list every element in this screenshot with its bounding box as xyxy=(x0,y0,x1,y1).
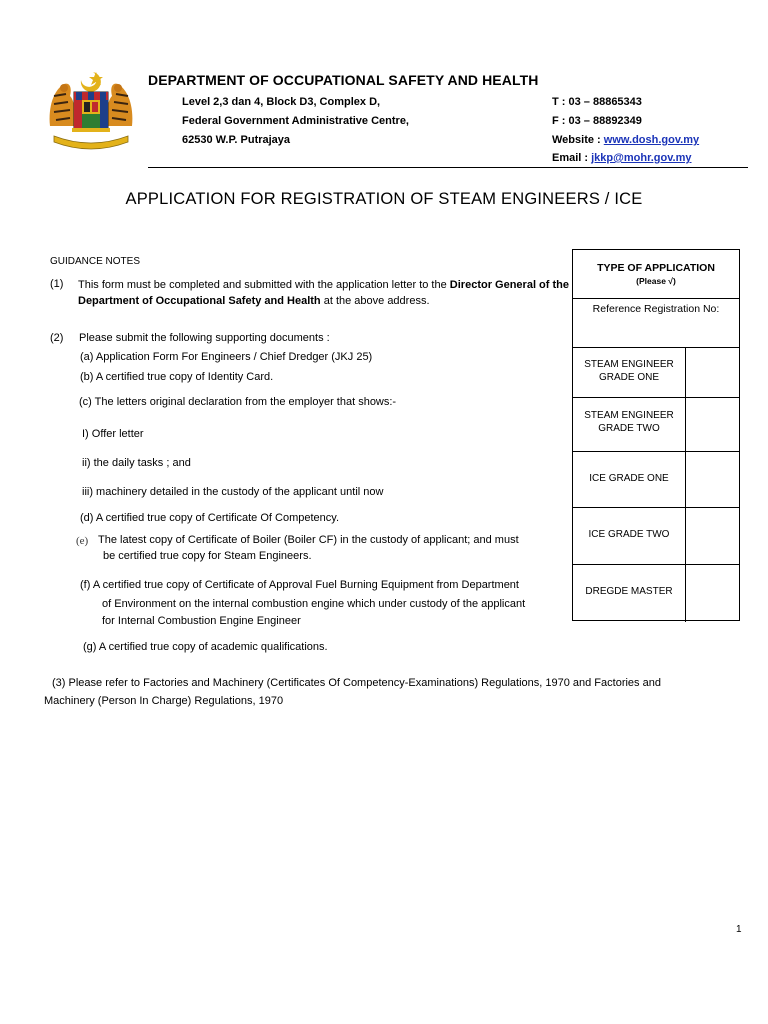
option-label-line: STEAM ENGINEER xyxy=(584,410,674,421)
item-f-line-3: for Internal Combustion Engine Engineer xyxy=(102,615,301,627)
table-heading: TYPE OF APPLICATION xyxy=(597,262,715,274)
table-subheading: (Please √) xyxy=(636,276,676,286)
website-link[interactable]: www.dosh.gov.my xyxy=(603,134,700,146)
phone-number: T : 03 – 88865343 xyxy=(552,96,642,108)
email xyxy=(552,152,692,164)
checkbox-dredge-master[interactable] xyxy=(686,565,740,621)
checkbox-steam-engineer-grade-one[interactable] xyxy=(686,348,740,396)
item-c-1: I) Offer letter xyxy=(82,428,144,440)
guidance-heading: GUIDANCE NOTES xyxy=(50,256,141,267)
option-steam-engineer-grade-one xyxy=(573,358,685,384)
address-line-1: Level 2,3 dan 4, Block D3, Complex D, xyxy=(182,96,381,108)
option-steam-engineer-grade-two xyxy=(573,409,685,435)
form-title: APPLICATION FOR REGISTRATION OF STEAM ENGINEERS / ICE xyxy=(125,190,643,208)
item-c-3: iii) machinery detailed in the custody of the applicant until now xyxy=(82,486,384,498)
item-c-2: ii) the daily tasks ; and xyxy=(82,457,191,469)
item-e-line-1: The latest copy of Certificate of Boiler (Boiler CF) in the custody of applicant; and must xyxy=(98,534,519,546)
fax-number: F : 03 – 88892349 xyxy=(552,115,642,127)
note-1-number: (1) xyxy=(50,278,64,290)
item-e-label: (e) xyxy=(76,535,89,547)
reference-registration-label: Reference Registration No: xyxy=(592,303,720,315)
checkbox-ice-grade-one[interactable] xyxy=(686,452,740,506)
option-dredge-master: DREGDE MASTER xyxy=(585,586,673,597)
note-2-text: Please submit the following supporting documents : xyxy=(79,332,330,344)
item-b: (b) A certified true copy of Identity Card. xyxy=(80,371,274,383)
address-line-2: Federal Government Administrative Centre, xyxy=(182,115,409,127)
item-g: (g) A certified true copy of academic qualifications. xyxy=(83,641,328,653)
page-number: 1 xyxy=(736,924,742,935)
note-2-number: (2) xyxy=(50,332,64,344)
note-3-line-1: (3) Please refer to Factories and Machinery (Certificates Of Competency-Examinations) Regulations, 1970 and Factories and xyxy=(52,677,661,689)
note-1-text-pre: This form must be completed and submitted with the application letter to the xyxy=(78,279,450,291)
email-link[interactable]: jkkp@mohr.gov.my xyxy=(591,152,692,164)
option-ice-grade-one: ICE GRADE ONE xyxy=(589,473,669,484)
checkbox-steam-engineer-grade-two[interactable] xyxy=(686,398,740,450)
address-line-3: 62530 W.P. Putrajaya xyxy=(182,134,291,146)
option-label-line: STEAM ENGINEER xyxy=(584,359,674,370)
checkbox-ice-grade-two[interactable] xyxy=(686,508,740,563)
option-label-line: GRADE TWO xyxy=(598,423,660,434)
option-label-line: GRADE ONE xyxy=(598,372,659,383)
note-1-text-post: at the above address. xyxy=(320,295,430,307)
item-c: (c) The letters original declaration from the employer that shows:- xyxy=(79,396,397,408)
item-f-line-2: of Environment on the internal combustion engine which under custody of the applicant xyxy=(102,598,526,610)
note-1-text xyxy=(78,277,569,309)
website-label: Website : xyxy=(552,134,604,146)
item-d: (d) A certified true copy of Certificate Of Competency. xyxy=(80,512,340,524)
website xyxy=(552,134,699,146)
department-name: DEPARTMENT OF OCCUPATIONAL SAFETY AND HEALTH xyxy=(148,72,539,88)
note-3-line-2: Machinery (Person In Charge) Regulations, 1970 xyxy=(44,695,284,707)
item-f-line-1: (f) A certified true copy of Certificate of Approval Fuel Burning Equipment from Department xyxy=(80,579,519,591)
option-ice-grade-two: ICE GRADE TWO xyxy=(588,529,670,540)
note-1-text-bold: Director General of the Department of Occupational Safety and Health xyxy=(78,279,570,307)
header-divider xyxy=(148,167,748,168)
coat-of-arms-logo xyxy=(44,66,138,152)
application-type-table xyxy=(572,249,740,621)
email-label: Email : xyxy=(552,152,592,164)
item-a: (a) Application Form For Engineers / Chief Dredger (JKJ 25) xyxy=(80,351,373,363)
item-e-line-2: be certified true copy for Steam Engineers. xyxy=(103,550,312,562)
